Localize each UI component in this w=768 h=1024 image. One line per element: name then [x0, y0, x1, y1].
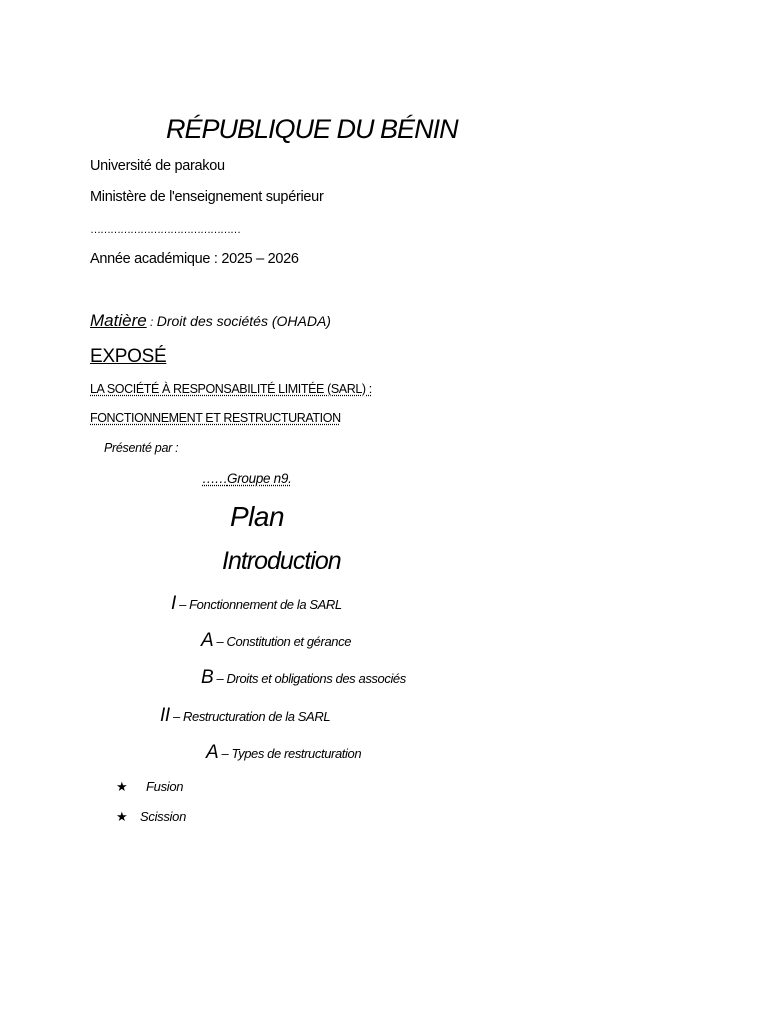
university-name: Université de parakou [90, 158, 225, 174]
subject-value: Droit des sociétés (OHADA) [156, 313, 331, 329]
plan-introduction: Introduction [222, 547, 341, 575]
presented-by: Présenté par : [104, 441, 179, 455]
plan-item-number: B [201, 667, 214, 688]
subject-label: Matière [90, 311, 147, 330]
academic-year: Année académique : 2025 – 2026 [90, 251, 299, 267]
country-title: RÉPUBLIQUE DU BÉNIN [166, 114, 458, 144]
plan-item-part-1-a [201, 631, 351, 650]
plan-title: Plan [230, 501, 285, 532]
plan-item-label: – Droits et obligations des associés [213, 671, 406, 686]
bullet-label: Fusion [146, 779, 184, 794]
star-icon: ★ [116, 779, 128, 794]
star-icon: ★ [116, 809, 128, 824]
plan-item-number: I [171, 593, 176, 614]
plan-item-number: A [201, 630, 214, 651]
group-leader-dots: …… [202, 471, 227, 486]
dotted-separator: ……………………………………… [90, 224, 240, 236]
bullet-label: Scission [140, 809, 187, 824]
bullet-scission [116, 810, 186, 823]
plan-item-part-2-a [206, 743, 361, 762]
plan-item-label: – Constitution et gérance [213, 634, 352, 649]
subject-separator: : [146, 315, 157, 329]
plan-item-number: A [206, 742, 219, 763]
topic-line-1: LA SOCIÉTÉ À RESPONSABILITÉ LIMITÉE (SARL) : [90, 382, 372, 396]
ministry-name: Ministère de l'enseignement supérieur [90, 189, 324, 205]
plan-item-part-1-b [201, 668, 406, 687]
plan-item-part-2 [160, 706, 330, 725]
plan-item-label: – Restructuration de la SARL [169, 709, 331, 724]
group-name: Groupe n9. [227, 471, 292, 486]
plan-item-part-1 [171, 594, 342, 613]
group-line [202, 472, 292, 486]
plan-item-label: – Fonctionnement de la SARL [175, 597, 342, 612]
bullet-fusion [116, 780, 183, 793]
topic-line-2: FONCTIONNEMENT ET RESTRUCTURATION [90, 411, 341, 425]
expose-heading: EXPOSÉ [90, 346, 167, 367]
plan-item-label: – Types de restructuration [218, 746, 362, 761]
plan-item-number: II [160, 705, 170, 726]
subject-line [90, 312, 331, 330]
